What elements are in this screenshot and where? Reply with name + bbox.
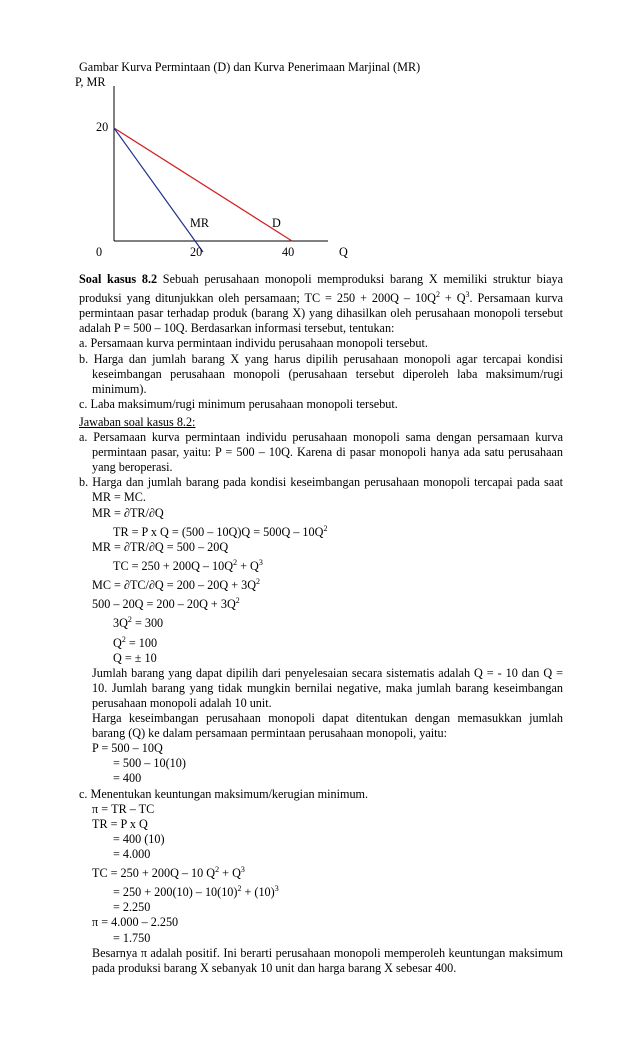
- origin-label: 0: [96, 245, 103, 259]
- solve-step-2-tail: = 100: [125, 635, 158, 650]
- problem-lead: Sebuah perusahaan monopoli memproduksi barang X memiliki struktur biaya produksi yang ditunjukkan oleh persamaan; TC = 250 + 200Q – 10Q: [79, 272, 563, 306]
- profit-step-6-sup2: 3: [274, 884, 279, 894]
- problem-statement: [79, 272, 563, 336]
- paragraph-quantity: Jumlah barang yang dapat dipilih dari penyelesaian secara sistematis adalah Q = - 10 dan Q = 10. Jumlah barang yang tidak mungkin bernilai negative, maka jumlah barang keseimbangan perusahaan monopoli adalah 10 unit.: [92, 665, 563, 710]
- solve-step-2-sup: 2: [121, 634, 126, 644]
- solve-step-2: [79, 632, 563, 651]
- problem-item-c: c. Laba maksimum/rugi minimum perusahaan monopoli tersebut.: [79, 396, 398, 411]
- mc-equation-text: MC = ∂TC/∂Q = 200 – 20Q + 3Q: [92, 578, 257, 593]
- problem-section: [79, 272, 563, 412]
- mc-equation-sup: 2: [256, 577, 261, 587]
- answer-b: b. Harga dan jumlah barang pada kondisi keseimbangan perusahaan monopoli tercapai pada saat MR = MC.: [79, 475, 563, 505]
- solve-step-3: Q = ± 10: [113, 650, 157, 665]
- solve-step-1-tail: = 300: [131, 616, 164, 631]
- tc-equation-sup2: 3: [258, 557, 263, 567]
- profit-step-3: = 400 (10): [113, 831, 165, 846]
- profit-step-5-sup2: 3: [240, 865, 245, 874]
- x-axis-label: Q: [339, 245, 348, 259]
- y-tick-20: 20: [96, 120, 109, 134]
- solve-step-2-text: Q: [113, 635, 122, 650]
- profit-step-7: = 2.250: [113, 900, 151, 915]
- conclusion: Besarnya π adalah positif. Ini berarti perusahaan monopoli memperoleh keuntungan maksimum pada produksi barang X sebanyak 10 unit dan harga barang X sebesar 400.: [92, 945, 563, 975]
- equate-equation: [79, 593, 563, 612]
- mr-curve-label: MR: [190, 216, 209, 230]
- price-step-3: = 400: [113, 771, 142, 786]
- solve-step-1-sup: 2: [127, 615, 132, 625]
- figure-caption: Gambar Kurva Permintaan (D) dan Kurva Penerimaan Marjinal (MR): [79, 60, 421, 74]
- profit-step-4: = 4.000: [113, 846, 151, 861]
- x-tick-20: 20: [190, 245, 203, 259]
- y-axis-label: P, MR: [75, 75, 106, 89]
- answer-c: c. Menentukan keuntungan maksimum/kerugian minimum.: [79, 786, 369, 801]
- price-step-2: = 500 – 10(10): [113, 756, 186, 771]
- mr-equation: MR = ∂TR/∂Q = 500 – 20Q: [92, 539, 229, 554]
- answer-a: a. Persamaan kurva permintaan individu perusahaan monopoli sama dengan persamaan kurva permintaan pasar, yaitu: P = 500 – 10Q. Karena di pasar monopoli hanya ada satu perusahaan yang beroperasi.: [79, 430, 563, 475]
- tc-equation-mid: + Q: [237, 558, 259, 573]
- profit-step-5-sup1: 2: [215, 865, 220, 874]
- answer-heading: Jawaban soal kasus 8.2:: [79, 415, 196, 429]
- tr-equation: [79, 521, 563, 540]
- solve-step-1: [79, 612, 563, 631]
- paragraph-price: Harga keseimbangan perusahaan monopoli dapat ditentukan dengan memasukkan jumlah barang (Q) ke dalam persamaan permintaan perusahaan monopoli, yaitu:: [92, 711, 563, 741]
- mr-curve: [114, 128, 203, 252]
- profit-step-5-mid: + Q: [219, 866, 241, 881]
- equate-sup: 2: [235, 596, 240, 606]
- mc-equation: [79, 574, 563, 593]
- problem-heading: Soal kasus 8.2: [79, 272, 158, 286]
- equate-text: 500 – 20Q = 200 – 20Q + 3Q: [92, 597, 236, 612]
- profit-step-6-text: = 250 + 200(10) – 10(10): [113, 885, 238, 900]
- tr-equation-sup: 2: [323, 523, 328, 533]
- x-tick-40: 40: [282, 245, 295, 259]
- profit-step-2: TR = P x Q: [92, 816, 148, 831]
- demand-mr-graph: [0, 0, 638, 270]
- profit-step-5-text: TC = 250 + 200Q – 10 Q: [92, 866, 216, 881]
- problem-sup-1: 2: [435, 290, 440, 300]
- problem-lead-tail: . Persamaan kurva permintaan pasar terhadap produk (barang X) yang dihasilkan oleh perusahaan monopoli tersebut adalah P = 500 – 10Q. Berdasarkan informasi tersebut, tentukan:: [79, 291, 563, 336]
- tc-equation-text: TC = 250 + 200Q – 10Q: [113, 558, 234, 573]
- profit-step-9: = 1.750: [113, 930, 151, 945]
- profit-step-8: π = 4.000 – 2.250: [92, 915, 179, 930]
- profit-step-6-mid: + (10): [241, 885, 275, 900]
- problem-sup-2: 3: [465, 290, 470, 300]
- tc-equation-sup1: 2: [233, 557, 238, 567]
- problem-lead-mid: + Q: [439, 291, 466, 306]
- profit-step-1: π = TR – TC: [92, 801, 155, 816]
- answer-section: [79, 415, 563, 976]
- profit-step-6-sup1: 2: [237, 884, 242, 894]
- mr-definition: MR = ∂TR/∂Q: [92, 505, 164, 520]
- profit-step-5: [79, 862, 563, 881]
- problem-item-a: a. Persamaan kurva permintaan individu perusahaan monopoli tersebut.: [79, 336, 428, 351]
- tr-equation-text: TR = P x Q = (500 – 10Q)Q = 500Q – 10Q: [113, 524, 324, 539]
- price-step-1: P = 500 – 10Q: [92, 741, 163, 756]
- profit-step-6: [79, 881, 563, 900]
- demand-curve-label: D: [272, 216, 281, 230]
- problem-item-b: b. Harga dan jumlah barang X yang harus dipilih perusahaan monopoli agar tercapai kondisi keseimbangan perusahaan monopoli (perusahaan tersebut diperoleh laba maksimum/rugi minimum).: [79, 351, 563, 396]
- tc-equation: [79, 555, 563, 574]
- solve-step-1-text: 3Q: [113, 616, 128, 631]
